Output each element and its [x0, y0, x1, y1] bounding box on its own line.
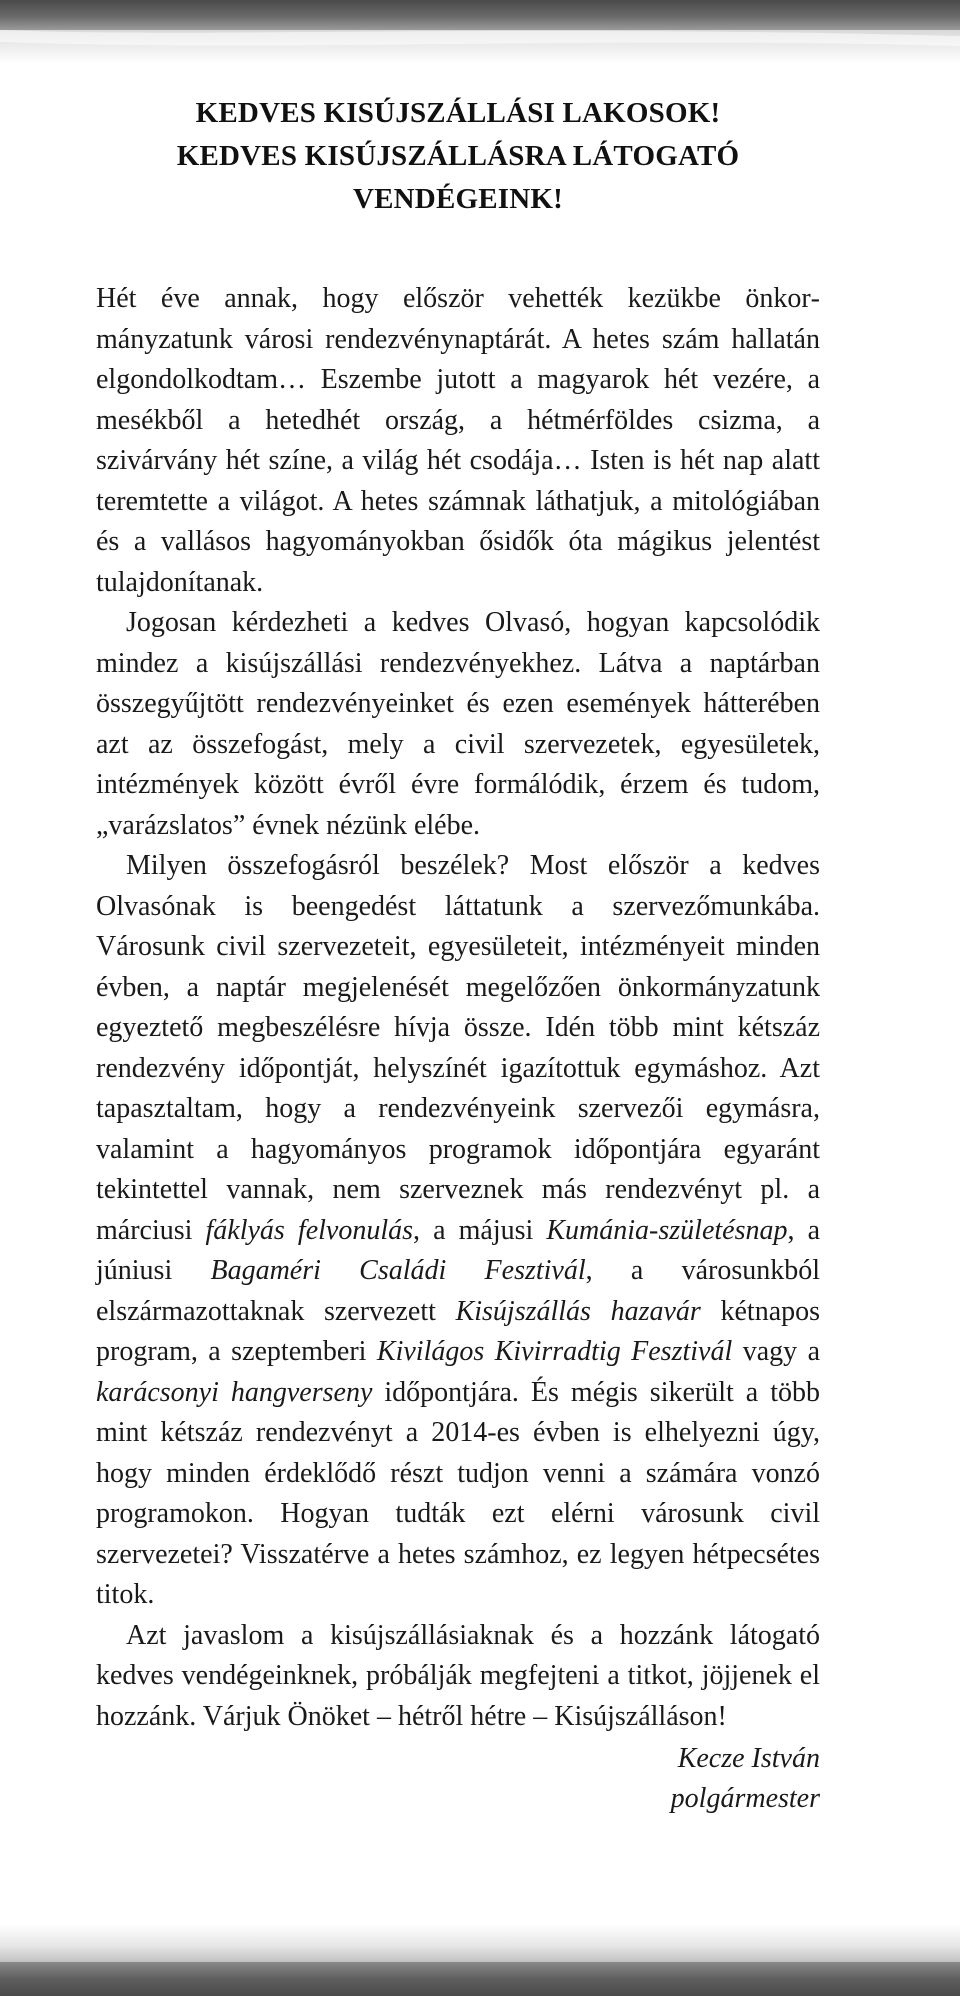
letter-paragraph [96, 1616, 820, 1738]
paragraph-text: kétnapos program, a szeptemberi [96, 1295, 821, 1367]
top-swoosh-graphic [0, 0, 960, 64]
letter-body [96, 279, 820, 1737]
letter-content [96, 92, 821, 1814]
letter-headline [96, 92, 820, 221]
bottom-decorative-band [0, 1962, 960, 1996]
headline-line-3: VENDÉGEINK! [352, 183, 564, 215]
bottom-decorative-gradient [0, 1924, 960, 1964]
italic-event-name: Kisújszállás hazavár [455, 1295, 701, 1327]
italic-event-name: karácsonyi hangverseny [96, 1376, 373, 1408]
headline-line-2: KEDVES KISÚJSZÁLLÁSRA LÁTOGATÓ [176, 140, 740, 172]
paragraph-text: Azt javaslom a kisújszállásiaknak és a hozzánk látogató kedves vendégeinknek, próbálják megfejteni a titkot, jöjjenek el hozzánk. Várjuk Önöket – hétről hétre – Kisújszálláson! [96, 1619, 820, 1732]
paragraph-text: időpontjára. És mégis sikerült a több mint kétszáz rendezvényt a 2014-es évben is elhelyezni úgy, hogy minden érdeklődő részt tudjon venni a számára vonzó programokon. Hogyan tudták ezt elérni városunk civil szervezetei? Visszatérve a hetes számhoz, ez legyen hétpecsétes titok. [96, 1376, 821, 1610]
paragraph-text: , a júniusi [96, 1214, 821, 1286]
paragraph-text: Milyen összefogásról beszélek? Most először a kedves Olvasónak is beengedést láttatunk a szervezőmunkába. Városunk civil szervezeteit, egyesületeit, intézményeit minden évben, a naptár megjelenését megelőzően önkormányzatunk egyeztető megbeszélésre hívja össze. Idén több mint kétszáz rendezvény időpontját, helyszínét igazítottuk egymáshoz. Azt tapasztaltam, hogy a rendezvényeink szervezői egymásra, valamint a hagyományos programok időpontjára egyaránt tekintettel vannak, nem szerveznek más rendezvényt pl. a márciusi [96, 850, 820, 1246]
italic-event-name: Bagaméri Családi Fesztivál [210, 1255, 586, 1286]
paragraph-text: , a májusi [413, 1214, 547, 1246]
signature-title: polgármester [670, 1783, 820, 1814]
italic-event-name: fáklyás felvonulás [205, 1214, 414, 1246]
headline-line-1: KEDVES KISÚJSZÁLLÁSI LAKOSOK! [195, 97, 721, 129]
paragraph-text: , a városunkból elszármazottaknak szervezett [96, 1255, 820, 1327]
paragraph-text: Jogosan kérdezheti a kedves Olvasó, hogyan kapcsolódik mindez a kisújszállási rendezvényekhez. Látva a naptárban összegyűjtött rendezvényeinket és ezen események hátterében azt az összefogást, mely a civil szervezetek, egyesületek, intézmények között évről évre formálódik, érzem és tudom, „varázslatos” évnek nézünk elébe. [96, 607, 820, 841]
paragraph-text: Hét éve annak, hogy először vehették kezükbe önkormányzatunk városi rendezvénynaptárát. A hetes szám hallatán elgondolkodtam… Eszembe jutott a magyarok hét vezére, a mesékből a hetedhét ország, a hétmérföldes csizma, a szivárvány hét színe, a világ hét csodája… Isten is hét nap alatt teremtette a világot. A hetes számnak láthatjuk, a mitológiában és a vallásos hagyományokban ősidők óta mágikus jelentést tulajdonítanak. [96, 283, 820, 598]
letter-paragraph [96, 603, 820, 846]
paragraph-text: vagy a [732, 1336, 820, 1367]
signature-name: Kecze István [677, 1743, 820, 1774]
italic-event-name: Kivilágos Kivirradtig Fesztivál [376, 1336, 733, 1367]
italic-event-name: Kumánia-születésnap [546, 1214, 788, 1246]
letter-paragraph [96, 279, 820, 603]
letter-paragraph [96, 846, 820, 1616]
signature-block [671, 1739, 820, 1819]
